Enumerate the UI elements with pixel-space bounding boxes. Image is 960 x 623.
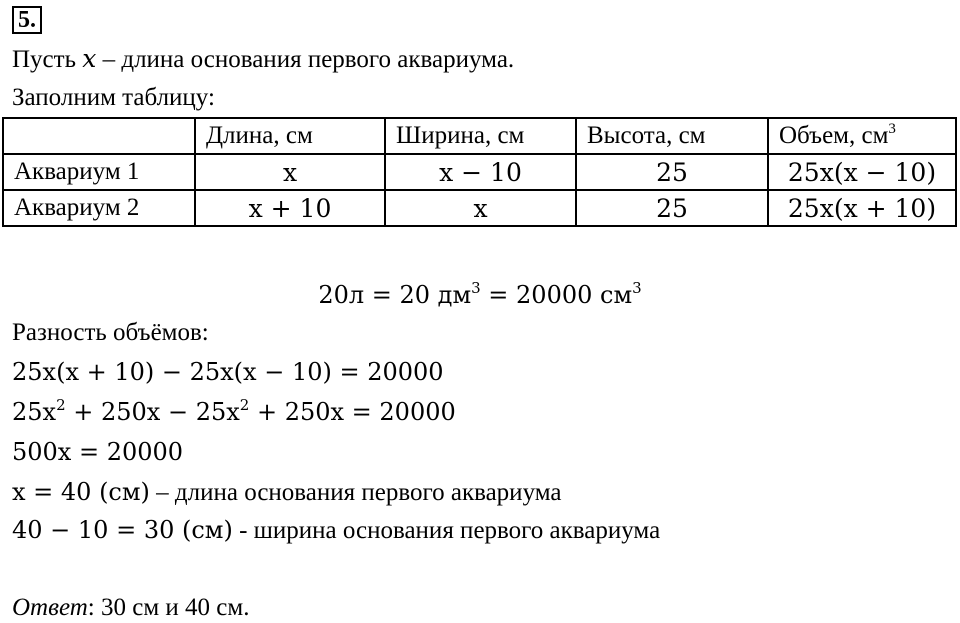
eq2-part-a: 25x bbox=[12, 398, 57, 426]
cell-volume: 25x(x − 10) bbox=[768, 154, 956, 190]
cell-length: x + 10 bbox=[195, 190, 385, 226]
header-volume-label: Объем, см bbox=[779, 122, 889, 149]
conversion-power-a: 3 bbox=[471, 279, 481, 297]
eq4-text: – длина основания первого аквариума bbox=[149, 479, 562, 506]
header-volume-power: 3 bbox=[888, 121, 896, 137]
eq5-math: 40 − 10 = 30 (см) bbox=[12, 516, 233, 544]
intro-line bbox=[12, 44, 514, 75]
cell-height: 25 bbox=[576, 190, 768, 226]
header-cell-height: Высота, см bbox=[576, 118, 768, 154]
row-label: Аквариум 1 bbox=[3, 154, 195, 190]
difference-label: Разность объёмов: bbox=[12, 319, 209, 346]
answer-word: Ответ bbox=[12, 594, 88, 621]
header-cell-width: Ширина, см bbox=[385, 118, 576, 154]
equation-2 bbox=[12, 397, 456, 427]
problem-number: 5. bbox=[12, 6, 42, 34]
table-row bbox=[3, 190, 956, 226]
cell-length: x bbox=[195, 154, 385, 190]
equation-3: 500x = 20000 bbox=[12, 438, 184, 466]
cell-width: x − 10 bbox=[385, 154, 576, 190]
eq2-part-b: + 250x − 25x bbox=[65, 398, 240, 426]
conversion-b: = 20000 см bbox=[480, 281, 633, 309]
header-cell-length: Длина, см bbox=[195, 118, 385, 154]
eq2-power-b: 2 bbox=[239, 396, 250, 414]
cell-width: x bbox=[385, 190, 576, 226]
intro-prefix: Пусть bbox=[12, 46, 83, 73]
conversion-a: 20л = 20 дм bbox=[318, 281, 472, 309]
table-row bbox=[3, 154, 956, 190]
row-label: Аквариум 2 bbox=[3, 190, 195, 226]
equation-5 bbox=[12, 515, 660, 546]
answer-text: : 30 см и 40 см. bbox=[87, 594, 250, 621]
eq2-power-a: 2 bbox=[56, 396, 66, 414]
eq4-math: x = 40 (см) bbox=[12, 478, 150, 506]
table-header-row bbox=[3, 118, 956, 154]
cell-volume: 25x(x + 10) bbox=[768, 190, 956, 226]
fill-table-label: Заполним таблицу: bbox=[12, 84, 215, 111]
aquarium-table bbox=[2, 117, 957, 227]
conversion-power-b: 3 bbox=[632, 279, 642, 297]
unit-conversion bbox=[0, 280, 960, 310]
equation-1: 25x(x + 10) − 25x(x − 10) = 20000 bbox=[12, 358, 444, 386]
equation-4 bbox=[12, 477, 561, 508]
eq5-text: - ширина основания первого аквариума bbox=[232, 517, 661, 544]
cell-height: 25 bbox=[576, 154, 768, 190]
eq2-part-c: + 250x = 20000 bbox=[249, 398, 456, 426]
header-cell-empty bbox=[3, 118, 195, 154]
intro-rest: – длина основания первого аквариума. bbox=[96, 46, 515, 73]
intro-variable: x bbox=[82, 44, 97, 73]
header-cell-volume bbox=[768, 118, 956, 154]
